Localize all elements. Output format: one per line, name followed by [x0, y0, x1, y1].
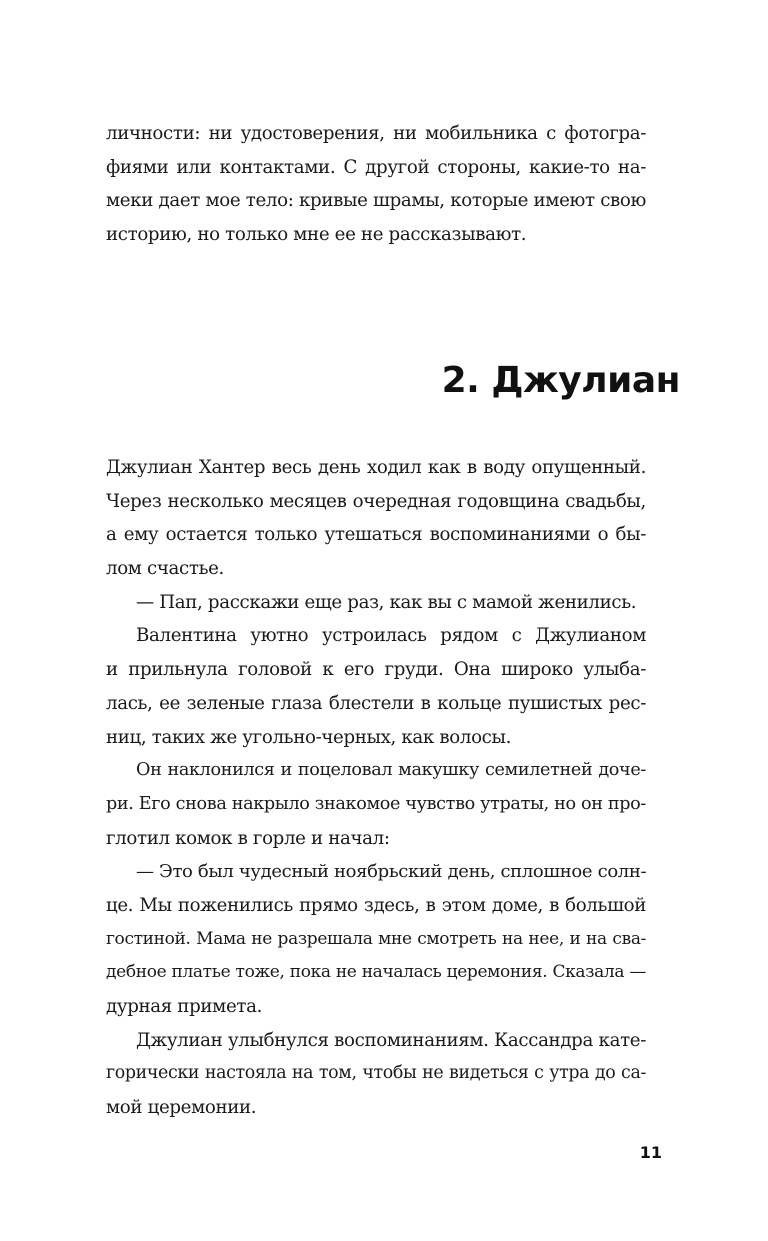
text-line: лом счастье.	[106, 558, 224, 580]
text-line: Он наклонился и поцеловал макушку семилетней доче-	[136, 760, 646, 781]
text-line: горически настояла на том, чтобы не видеться с утра до са-	[106, 1063, 646, 1084]
text-line: Джулиан улыбнулся воспоминаниям. Кассандра кате-	[136, 1029, 646, 1051]
continued-paragraph	[106, 117, 646, 252]
text-line: ри. Его снова накрыло знакомое чувство утраты, но он про-	[106, 793, 646, 814]
text-line: Валентина уютно устроилась рядом с Джулианом	[136, 625, 646, 647]
text-line: дурная примета.	[106, 996, 262, 1017]
text-line: лась, ее зеленые глаза блестели в кольце пушистых рес-	[106, 692, 646, 714]
text-line: и прильнула головой к его груди. Она широко улыба-	[106, 659, 646, 681]
text-line: ниц, таких же угольно-черных, как волосы.	[106, 726, 512, 748]
text-line: це. Мы поженились прямо здесь, в этом доме, в большой	[106, 894, 646, 916]
text-line: мой церемонии.	[106, 1097, 257, 1119]
text-line: фиями или контактами. С другой стороны, какие-то на-	[106, 156, 646, 178]
text-line: глотил комок в горле и начал:	[106, 827, 390, 849]
text-line: личности: ни удостоверения, ни мобильника с фотогра-	[106, 123, 646, 144]
text-line: меки дает мое тело: кривые шрамы, которые имеют свою	[106, 190, 646, 212]
chapter-body	[106, 451, 646, 1125]
dialogue-line: — Пап, расскажи еще раз, как вы с мамой женились.	[136, 591, 637, 613]
text-line: историю, но только мне ее не рассказывают.	[106, 224, 527, 246]
text-line: дебное платье тоже, пока не началась церемония. Сказала —	[106, 962, 646, 983]
text-line: а ему остается только утешаться воспоминаниями о бы-	[106, 524, 646, 546]
dialogue-line: — Это был чудесный ноябрьский день, сплошное солн-	[136, 861, 647, 883]
page-number: 11	[639, 1143, 662, 1162]
text-line: гостиной. Мама не разрешала мне смотреть на нее, и на сва-	[106, 928, 646, 949]
text-line: Джулиан Хантер весь день ходил как в воду опущенный.	[106, 457, 646, 478]
text-line: Через несколько месяцев очередная годовщина свадьбы,	[106, 490, 646, 512]
chapter-title: 2. Джулиан	[441, 360, 680, 401]
